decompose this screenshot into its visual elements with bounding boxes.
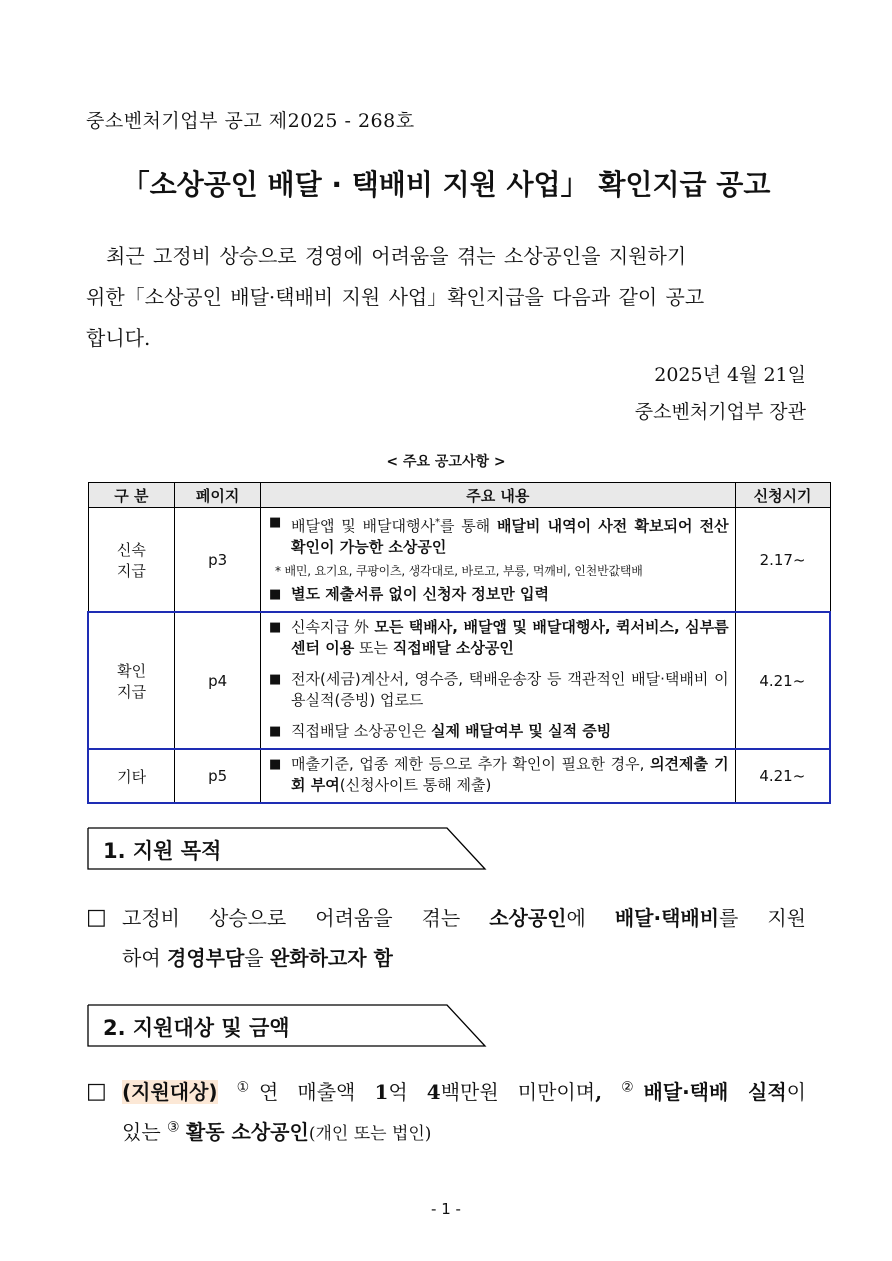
checkbox-icon: □ xyxy=(86,1079,107,1104)
row-period: 2.17~ xyxy=(735,508,830,613)
bullet-icon: ■ xyxy=(269,515,282,530)
section-2-paragraph: □ (지원대상) ①연 매출액 1억 4백만원 미만이며, ②배달·택배 실적이 있는 ③ 활동 소상공인(개인 또는 법인) xyxy=(86,1072,806,1154)
summary-caption: < 주요 공고사항 > xyxy=(386,454,506,470)
header-category: 구 분 xyxy=(88,483,175,508)
intro-line-2: 위한「소상공인 배달·택배비 지원 사업」확인지급을 다음과 같이 공고 xyxy=(86,285,705,309)
row-period: 4.21~ xyxy=(735,749,830,803)
row-content: ■ 배달앱 및 배달대행사*를 통해 배달비 내역이 사전 확보되어 전산 확인이 가능한 소상공인 * 배민, 요기요, 쿠팡이츠, 생각대로, 바로고, 부릉, 먹깨비, 인천반값택배 ■ 별도 제출서류 없이 신청자 정보만 입력 xyxy=(261,508,736,613)
bullet-icon: ■ xyxy=(269,672,282,687)
summary-table xyxy=(87,482,831,804)
intro-line-1: 최근 고정비 상승으로 경영에 어려움을 겪는 소상공인을 지원하기 xyxy=(106,244,687,268)
table-row xyxy=(88,749,830,803)
notice-date: 2025년 4월 21일 xyxy=(654,364,806,386)
summary-header-row xyxy=(88,483,830,508)
section-1-heading-box xyxy=(87,827,487,869)
section-2-heading-box xyxy=(87,1004,487,1046)
row-category: 기타 xyxy=(88,749,175,803)
notice-number: 중소벤처기업부 공고 제2025 - 268호 xyxy=(86,110,415,132)
row-page: p3 xyxy=(175,508,261,613)
bullet-icon: ■ xyxy=(269,620,282,635)
row-category: 확인 지급 xyxy=(88,612,175,749)
header-page: 페이지 xyxy=(175,483,261,508)
row-content: ■ 신속지급 外 모든 택배사, 배달앱 및 배달대행사, 퀵서비스, 심부름센터 이용 또는 직접배달 소상공인 ■ 전자(세금)계산서, 영수증, 택배운송장 등 객관적인 배달·택배비 이용실적(증빙) 업로드 ■ 직접배달 소상공인은 실제 배달여부 및 실적 증빙 xyxy=(261,612,736,749)
row-page: p4 xyxy=(175,612,261,749)
document-title: 「소상공인 배달 · 택배비 지원 사업」 확인지급 공고 xyxy=(121,168,771,201)
header-content: 주요 내용 xyxy=(261,483,736,508)
table-row xyxy=(88,508,830,613)
intro-line-3: 합니다. xyxy=(86,326,151,350)
row-content: ■ 매출기준, 업종 제한 등으로 추가 확인이 필요한 경우, 의견제출 기회 부여(신청사이트 통해 제출) xyxy=(261,749,736,803)
checkbox-icon: □ xyxy=(86,905,107,930)
page-number: - 1 - xyxy=(431,1200,461,1218)
row-period: 4.21~ xyxy=(735,612,830,749)
bullet-icon: ■ xyxy=(269,724,282,739)
row-category: 신속 지급 xyxy=(88,508,175,613)
intro-paragraph xyxy=(86,236,806,359)
bullet-icon: ■ xyxy=(269,757,282,772)
section-1-heading: 1. 지원 목적 xyxy=(103,839,222,863)
target-label: (지원대상) xyxy=(122,1080,218,1104)
section-2-heading: 2. 지원대상 및 금액 xyxy=(103,1016,290,1040)
bullet-icon: ■ xyxy=(269,587,282,602)
row-footnote: * 배민, 요기요, 쿠팡이츠, 생각대로, 바로고, 부릉, 먹깨비, 인천반값택배 xyxy=(275,564,643,578)
header-period: 신청시기 xyxy=(735,483,830,508)
table-row xyxy=(88,612,830,749)
row-page: p5 xyxy=(175,749,261,803)
section-1-paragraph: □ 고정비 상승으로 어려움을 겪는 소상공인에 배달·택배비를 지원 하여 경영부담을 완화하고자 함 xyxy=(86,898,806,978)
issuer-name: 중소벤처기업부 장관 xyxy=(634,401,806,423)
